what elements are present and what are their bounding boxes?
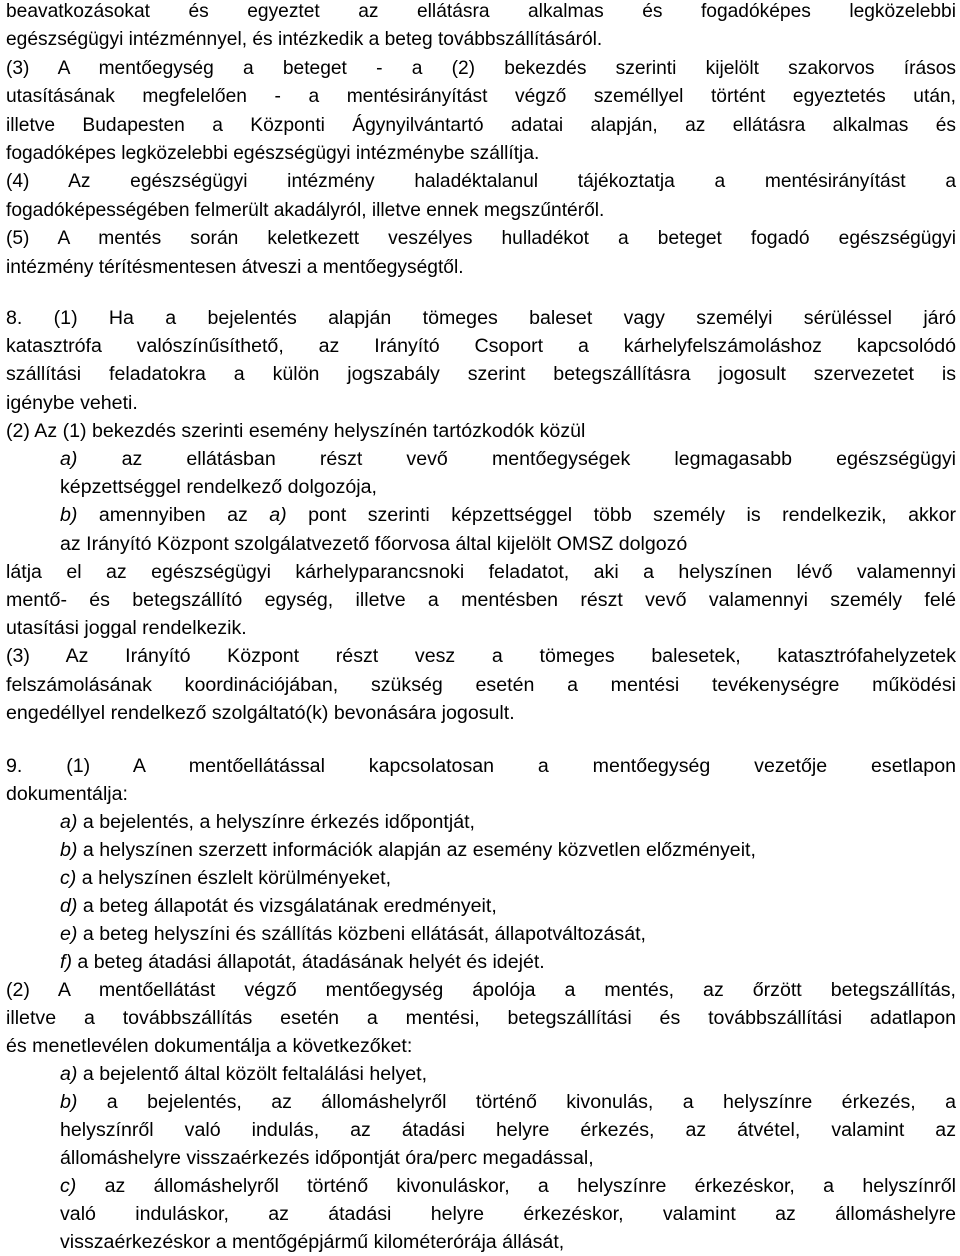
paragraph-2-line: (2) Az (1) bekezdés szerinti esemény helyszínén tartózkodók közül — [6, 419, 586, 442]
list-item-b — [60, 501, 956, 529]
paragraph-line: látja el az egészségügyi kárhelyparancsnoki feladatot, aki a helyszínen lévő valamennyi — [6, 560, 956, 583]
list-item-b — [60, 836, 956, 864]
list-item-c-continuation: visszaérkezéskor a mentőgépjármű kilométerórája állását, — [60, 1231, 565, 1253]
paragraph-line: engedéllyel rendelkező szolgáltató(k) bevonására jogosult. — [6, 701, 515, 724]
list-item-e — [60, 920, 956, 948]
paragraph-5-line: (5) A mentés során keletkezett veszélyes hulladékot a beteget fogadó egészségügyi — [6, 228, 956, 250]
item-marker: b) — [60, 1091, 78, 1113]
item-reference: a) — [269, 504, 287, 527]
paragraph-4-line: (4) Az egészségügyi intézmény haladéktalanul tájékoztatja a mentésirányítást a — [6, 171, 956, 193]
item-text: a beteg helyszíni és szállítás közbeni ellátását, állapotváltozását, — [77, 923, 646, 945]
paragraph-line: illetve Budapesten a Központi Ágynyilvántartó adatai alapján, az ellátásra alkalmas és — [6, 114, 956, 136]
paragraph-line: igénybe veheti. — [6, 391, 138, 414]
item-text: a helyszínen szerzett információk alapján az esemény közvetlen előzményeit, — [77, 839, 756, 861]
list-item-a — [60, 1060, 956, 1088]
item-text: az ellátásban részt vevő mentőegységek legmagasabb egészségügyi — [77, 448, 956, 471]
paragraph-line: mentő- és betegszállító egység, illetve a mentésben részt vevő valamennyi személy felé — [6, 589, 956, 612]
section-9-heading-line: 9. (1) A mentőellátással kapcsolatosan a mentőegység vezetője esetlapon — [6, 755, 956, 777]
item-marker: a) — [60, 811, 78, 833]
item-text: az állomáshelyről történő kivonuláskor, a helyszínre érkezéskor, a helyszínről — [76, 1175, 956, 1197]
paragraph-line: illetve a továbbszállítás esetén a mentési, betegszállítási és továbbszállítási adatlapon — [6, 1007, 956, 1029]
paragraph-line: intézmény térítésmentesen átveszi a mentőegységtől. — [6, 256, 464, 278]
list-item-a — [60, 808, 956, 836]
list-item-d — [60, 892, 956, 920]
list-item-b — [60, 1088, 956, 1116]
list-item-b-continuation: állomáshelyre visszaérkezés időpontját óra/perc megadással, — [60, 1147, 594, 1169]
paragraph-3-line: (3) Az Irányító Központ részt vesz a tömeges balesetek, katasztrófahelyzetek — [6, 645, 956, 668]
list-item-c — [60, 864, 956, 892]
list-item-a — [60, 445, 956, 473]
paragraph-line: egészségügyi intézménnyel, és intézkedik a beteg továbbszállításáról. — [6, 29, 603, 51]
paragraph-line: katasztrófa valószínűsíthető, az Irányító Csoport a kárhelyfelszámoláshoz kapcsolódó — [6, 335, 956, 358]
section-8-heading-line: 8. (1) Ha a bejelentés alapján tömeges baleset vagy személyi sérüléssel járó — [6, 307, 956, 329]
item-marker: c) — [60, 867, 77, 889]
item-marker: b) — [60, 839, 78, 861]
paragraph-3-line: (3) A mentőegység a beteget - a (2) bekezdés szerinti kijelölt szakorvos írásos — [6, 57, 956, 79]
item-marker: e) — [60, 923, 78, 945]
item-marker: a) — [60, 1063, 78, 1085]
item-text: pont szerinti képzettséggel több személy is rendelkezik, akkor — [286, 504, 956, 527]
item-marker: f) — [60, 951, 72, 973]
item-text: a beteg állapotát és vizsgálatának eredményeit, — [77, 895, 497, 917]
item-marker: c) — [60, 1175, 77, 1197]
section-9 — [6, 752, 956, 1256]
paragraph-line: felszámolásának koordinációjában, szükség esetén a mentési tevékenységre működési — [6, 673, 956, 696]
paragraph-line: fogadóképességében felmerült akadályról, illetve ennek megszűntéről. — [6, 199, 605, 221]
paragraph-line: fogadóképes legközelebbi egészségügyi intézménybe szállítja. — [6, 143, 540, 165]
paragraph-line: beavatkozásokat és egyeztet az ellátásra alkalmas és fogadóképes legközelebbi — [6, 1, 956, 22]
item-marker: d) — [60, 895, 78, 917]
paragraph-line: szállítási feladatokra a külön jogszabály szerint betegszállításra jogosult szervezetet is — [6, 363, 956, 386]
paragraph-line: és menetlevélen dokumentálja a következőket: — [6, 1035, 413, 1057]
item-text: a bejelentés, az állomáshelyről történő kivonulás, a helyszínre érkezés, a — [77, 1091, 956, 1113]
paragraph-line: utasításának megfelelően - a mentésirányítást végző személlyel történt egyeztetés után, — [6, 86, 956, 108]
item-text: a helyszínen észlelt körülményeket, — [76, 867, 392, 889]
list-item-b-continuation: helyszínről való indulás, az átadási helyre érkezés, az átvétel, valamint az — [60, 1119, 956, 1141]
list-item-a-continuation: képzettséggel rendelkező dolgozója, — [60, 476, 377, 499]
paragraph-2-line: (2) A mentőellátást végző mentőegység ápolója a mentés, az őrzött betegszállítás, — [6, 979, 956, 1001]
section-8 — [6, 304, 956, 727]
paragraph-line: dokumentálja: — [6, 783, 128, 805]
list-item-b-continuation: az Irányító Központ szolgálatvezető főorvosa által kijelölt OMSZ dolgozó — [60, 532, 688, 555]
item-marker: a) — [60, 448, 78, 471]
list-item-c — [60, 1172, 956, 1200]
item-marker: b) — [60, 504, 78, 527]
item-text: a bejelentés, a helyszínre érkezés időpontját, — [77, 811, 475, 833]
list-item-f — [60, 948, 956, 976]
item-text: amennyiben az — [77, 504, 270, 527]
item-text: a beteg átadási állapotát, átadásának helyét és idejét. — [71, 951, 545, 973]
paragraph-line: utasítási joggal rendelkezik. — [6, 617, 247, 640]
section-7-continuation — [6, 0, 956, 282]
item-text: a bejelentő által közölt feltalálási helyet, — [77, 1063, 428, 1085]
list-item-c-continuation: való induláskor, az átadási helyre érkezéskor, valamint az állomáshelyre — [60, 1203, 956, 1225]
